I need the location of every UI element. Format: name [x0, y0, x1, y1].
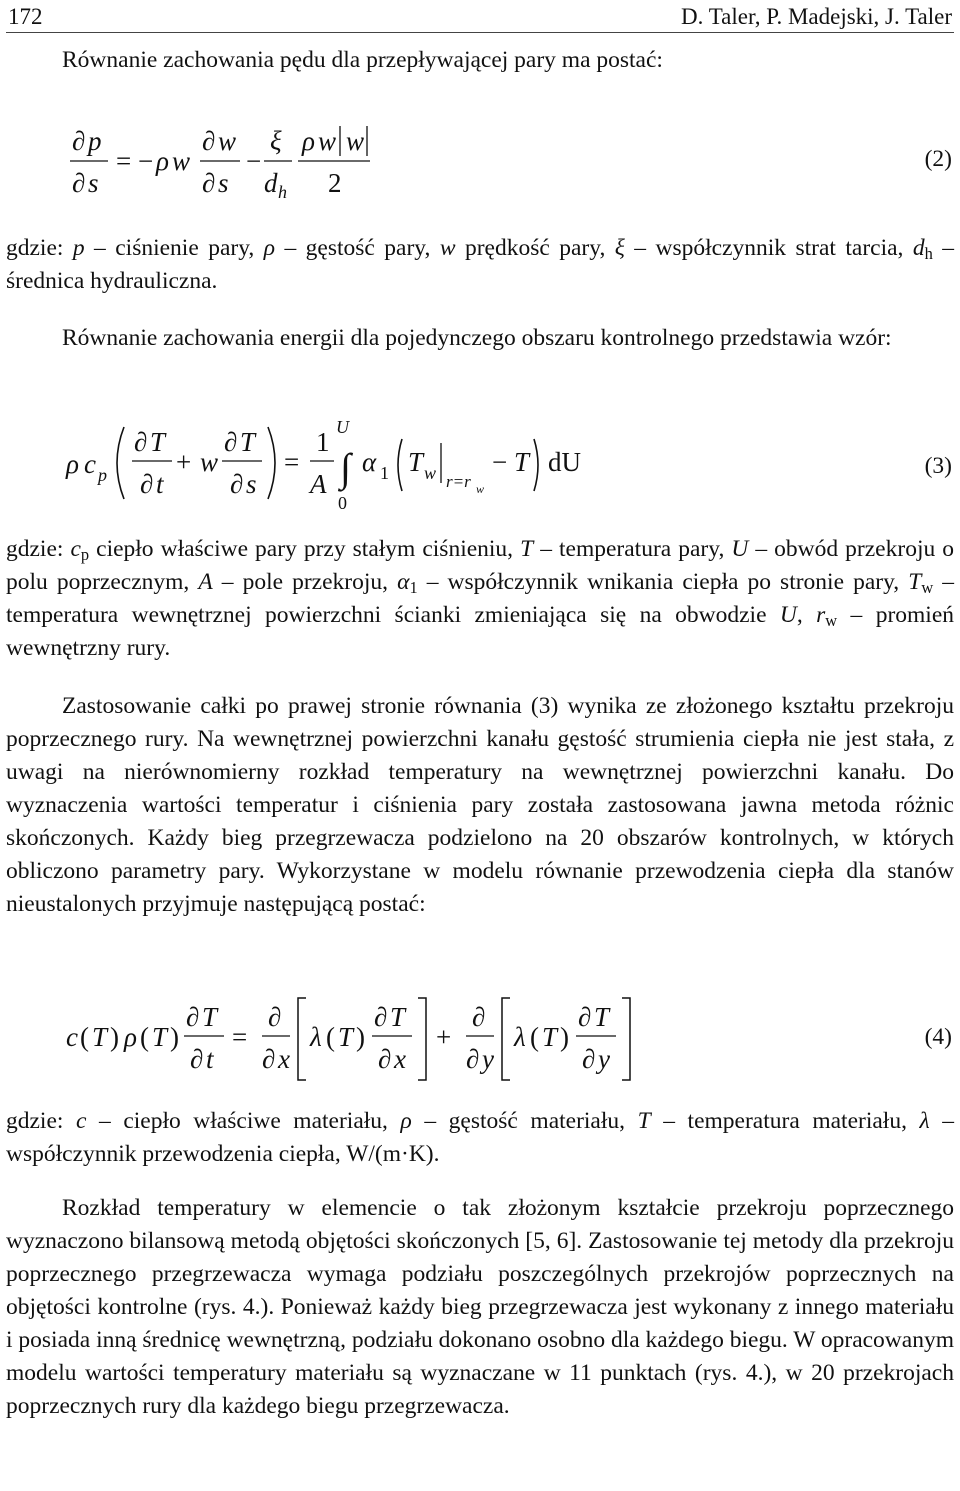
eq3-T: T	[150, 427, 166, 457]
eq4-T6: T	[542, 1022, 558, 1052]
eq3-alpha-sub: 1	[380, 463, 389, 483]
eq2-rho2: ρ	[302, 126, 315, 156]
equation-3	[6, 415, 954, 515]
svg-text:∂: ∂	[582, 1044, 596, 1074]
svg-text:−: −	[138, 146, 154, 176]
eq4-lambda: λ	[310, 1022, 322, 1052]
page-number: 172	[8, 4, 43, 29]
eq2-w3: w	[318, 126, 337, 156]
equation-3-number: (3)	[924, 453, 952, 479]
eq2-w2: w	[218, 126, 237, 156]
eq4-t: t	[206, 1044, 214, 1074]
paragraph-energy-intro: Równanie zachowania energii dla pojedynczego obszaru kontrolnego przedstawia wzór:	[62, 325, 892, 351]
svg-text:=: =	[284, 447, 300, 477]
eq4-lambda2: λ	[514, 1022, 526, 1052]
eq2-rho: ρ	[156, 146, 169, 176]
eq4-T5: T	[390, 1002, 406, 1032]
svg-text:+: +	[176, 447, 192, 477]
eq3-s: s	[246, 469, 257, 499]
eq3-A: A	[310, 469, 327, 499]
paragraph-eq4-legend: gdzie: c – ciepło właściwe materiału, ρ – gęstość materiału, T – temperatura materiału, λ – współczynnik przewodzenia ciepła, W/(m·K).	[6, 1108, 955, 1167]
svg-text:∂: ∂	[72, 126, 86, 156]
eq2-w: w	[172, 146, 191, 176]
eq3-w: w	[200, 447, 219, 477]
svg-text:∂: ∂	[140, 469, 154, 499]
svg-text:∂: ∂	[268, 1002, 282, 1032]
eq4-rho: ρ	[124, 1022, 137, 1052]
svg-text:): )	[170, 1022, 179, 1052]
svg-text:∂: ∂	[202, 126, 216, 156]
eq3-cond-sub: w	[476, 482, 485, 496]
eq2-s: s	[88, 168, 99, 198]
svg-text:∂: ∂	[224, 427, 238, 457]
eq2-w4: w	[346, 126, 365, 156]
eq3-t: t	[156, 469, 164, 499]
eq3-rho: ρ	[66, 449, 79, 479]
equation-3-formula	[62, 415, 682, 515]
svg-text:+: +	[436, 1022, 452, 1052]
svg-text:(: (	[140, 1022, 149, 1052]
svg-text:∂: ∂	[472, 1002, 486, 1032]
paragraph-fvm: Rozkład temperatury w elemencie o tak złożonym kształcie przekroju poprzecznego wyznaczono bilansową metodą objętości skończonych [5, 6]. Zastosowanie tej metody dla przekroju poprzecznego przegrzewacza wymaga podziału poszczególnych przekrojów poprzecznych na objętości kontrolne (rys. 4.). Ponieważ każdy bieg przegrzewacza jest wykonany z innego materiału i posiada inną średnicę wewnętrzną, podziału dokonano osobno dla każdego biegu. W opracowanym modelu wartości temperatury materiału są wyznaczane w 11 punktach (rys. 4.), w 20 przekrojach poprzecznych rury dla każdego biegu przegrzewacza.	[6, 1195, 954, 1419]
eq3-zero: 0	[338, 493, 347, 513]
paragraph-method: Zastosowanie całki po prawej stronie równania (3) wynika ze złożonego kształtu przekroju poprzecznego rury. Na wewnętrznej powierzchni kanału gęstość strumienia ciepła nie jest stała, z uwagi na nierównomierny rozkład temperatury na wewnętrznej powierzchni kanału. Do wyznaczenia wartości temperatur i ciśnienia pary została zastosowana jawna metoda różnic skończonych. Każdy bieg przegrzewacza podzielono na 20 obszarów kontrolnych, w których obliczono parametry pary. Wykorzystane w modelu równanie przewodzenia ciepła dla stanów nieustalonych przyjmuje następującą postać:	[6, 693, 954, 917]
eq4-T: T	[92, 1022, 108, 1052]
eq2-two: 2	[328, 168, 342, 198]
eq4-T7: T	[594, 1002, 610, 1032]
svg-text:(: (	[530, 1022, 539, 1052]
svg-text:∂: ∂	[190, 1044, 204, 1074]
running-header-authors: D. Taler, P. Madejski, J. Taler	[681, 4, 952, 29]
eq4-y2: y	[598, 1044, 610, 1074]
svg-text:∂: ∂	[578, 1002, 592, 1032]
equation-2	[6, 120, 954, 210]
eq4-c: c	[66, 1022, 78, 1052]
eq3-dU: dU	[548, 447, 581, 477]
eq2-p: p	[88, 126, 102, 156]
svg-text:): )	[110, 1022, 119, 1052]
eq3-p: p	[98, 465, 107, 485]
eq3-cond: r=r	[446, 472, 471, 491]
svg-text:∂: ∂	[378, 1044, 392, 1074]
svg-text:∂: ∂	[262, 1044, 276, 1074]
eq4-x2: x	[394, 1044, 406, 1074]
paragraph-eq3-legend: gdzie: $c_p$ ciepło właściwe pary przy stałym ciśnieniu, T – temperatura pary, U – obwód przekroju o polu poprzecznym, A – pole przekroju, $\alpha_1$ – współczynnik wnikania ciepła po stronie pary, $T_w$ – temperatura wewnętrznej powierzchni ścianki zmieniająca się na obwodzie U, $r_w$ – promień wewnętrzny rury.	[6, 536, 955, 661]
paragraph-momentum-intro: Równanie zachowania pędu dla przepływającej pary ma postać:	[62, 47, 663, 73]
svg-text:∫: ∫	[340, 445, 351, 490]
equation-4	[6, 990, 954, 1090]
svg-text:∂: ∂	[202, 168, 216, 198]
eq4-x: x	[278, 1044, 290, 1074]
svg-text:∂: ∂	[466, 1044, 480, 1074]
paragraph-eq2-legend: gdzie: p – ciśnienie pary, ρ – gęstość pary, w prędkość pary, ξ – współczynnik strat tarcia, $d_h$ – średnica hydrauliczna.	[6, 235, 955, 294]
eq2-s2: s	[218, 168, 229, 198]
eq3-c: c	[84, 449, 96, 479]
svg-text:−: −	[492, 447, 508, 477]
eq4-T2: T	[152, 1022, 168, 1052]
eq3-Tw: T	[408, 447, 424, 477]
equation-2-number: (2)	[924, 146, 952, 172]
eq3-T3: T	[514, 447, 530, 477]
svg-text:): )	[560, 1022, 569, 1052]
svg-text:∂: ∂	[374, 1002, 388, 1032]
eq3-U: U	[336, 417, 349, 437]
equation-4-formula	[62, 990, 722, 1090]
eq4-y: y	[482, 1044, 494, 1074]
svg-text:∂: ∂	[72, 168, 86, 198]
eq3-Tw-sub: w	[424, 463, 437, 483]
svg-text:−: −	[246, 146, 262, 176]
eq2-xi: ξ	[270, 126, 282, 156]
svg-text:∂: ∂	[186, 1002, 200, 1032]
svg-text:): )	[356, 1022, 365, 1052]
eq2-d: d	[264, 168, 278, 198]
svg-text:(: (	[326, 1022, 335, 1052]
eq4-T4: T	[338, 1022, 354, 1052]
eq4-T3: T	[202, 1002, 218, 1032]
svg-text:∂: ∂	[230, 469, 244, 499]
svg-text:∂: ∂	[134, 427, 148, 457]
svg-text:=: =	[232, 1022, 248, 1052]
eq3-alpha: α	[362, 447, 377, 477]
running-header	[6, 6, 954, 33]
eq2-h: h	[278, 182, 287, 202]
eq3-T2: T	[240, 427, 256, 457]
svg-text:(: (	[80, 1022, 89, 1052]
svg-text:=: =	[116, 146, 132, 176]
equation-4-number: (4)	[924, 1024, 952, 1050]
equation-2-formula	[66, 120, 486, 210]
eq3-one: 1	[316, 427, 330, 457]
